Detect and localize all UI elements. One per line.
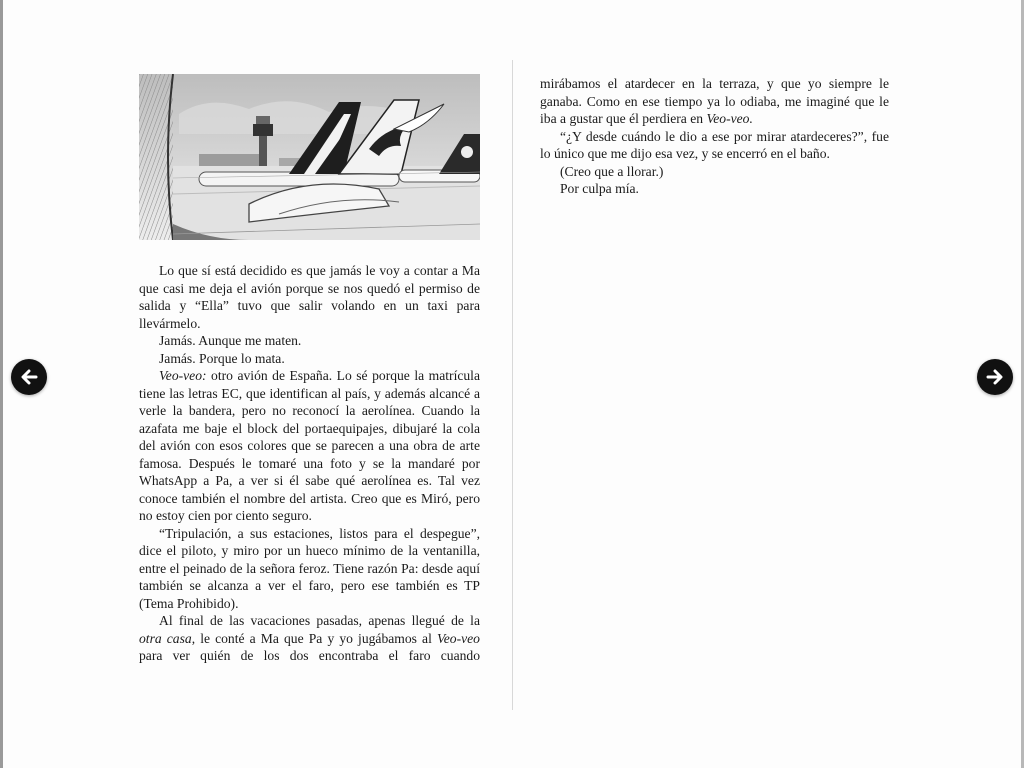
text-span: Por culpa mía.	[560, 181, 639, 196]
arrow-right-icon	[984, 366, 1006, 388]
text-span: (Creo que a llorar.)	[560, 163, 664, 179]
text-span: Al final de las vacaciones pasadas, apenas llegué de la	[159, 613, 480, 628]
text-span: “Tripulación, a sus estaciones, listos para el despegue”, dice el piloto, y miro por un hueco mínimo de la ventanilla, entre el peinado de la señora feroz. Tiene razón Pa: desde aquí también se alcanza a ver el faro, pero ese también es TP (Tema Prohibido).	[139, 525, 480, 611]
paragraph	[540, 163, 889, 181]
italic-text: Veo-veo.	[706, 111, 753, 126]
paragraph	[139, 262, 480, 332]
text-span: Lo que sí está decidido es que jamás le voy a contar a Ma que casi me deja el avión porque se nos quedó el permiso de salida y “Ella” tuvo que salir volando en un taxi para llevármelo.	[139, 263, 480, 331]
text-span: mirábamos el atardecer en la terraza, y que yo siempre le ganaba. Como en ese tiempo ya lo odiaba, me imaginé que le iba a gustar que él perdiera en	[540, 76, 889, 126]
text-span: Jamás. Aunque me maten.	[159, 333, 302, 348]
paragraph	[540, 128, 889, 163]
italic-text: otra casa	[139, 630, 192, 646]
next-page-button[interactable]	[977, 359, 1013, 395]
italic-text: Veo-veo:	[159, 368, 207, 383]
paragraph	[139, 525, 480, 613]
text-span: , le conté a Ma que Pa y yo jugábamos al	[191, 630, 437, 646]
page-gutter	[512, 60, 513, 710]
italic-text: Veo-veo	[436, 630, 480, 646]
text-span: Jamás. Porque lo mata.	[159, 350, 285, 366]
paragraph	[139, 367, 480, 525]
paragraph	[139, 332, 480, 350]
right-page-text	[540, 75, 889, 198]
previous-page-button[interactable]	[11, 359, 47, 395]
paragraph	[139, 350, 480, 368]
paragraph	[139, 612, 480, 665]
left-page-text	[139, 262, 480, 665]
paragraph	[540, 75, 889, 128]
paragraph	[540, 180, 889, 198]
text-span: “¿Y desde cuándo le dio a ese por mirar atardeceres?”, fue lo único que me dijo esa vez, y se encerró en el baño.	[540, 128, 889, 161]
arrow-left-icon	[18, 366, 40, 388]
text-span: otro avión de España. Lo sé porque la matrícula tiene las letras EC, que identifican al país, y además alcancé a verle la bandera, pero no reconocí la aerolínea. Cuando la azafata me baje el block del portaequipajes, dibujaré la cola del avión con esos colores que se parecen a una obra de arte famosa. Después le tomaré una foto y se la mandaré por WhatsApp a Pa, a ver si él sabe qué aerolínea es. Tal vez conoce también el nombre del artista. Creo que es Miró, pero no estoy cien por ciento seguro.	[139, 368, 480, 523]
text-span: para ver quién de los dos encontraba el faro cuando	[139, 648, 480, 663]
airplane-tails-illustration	[139, 74, 480, 240]
